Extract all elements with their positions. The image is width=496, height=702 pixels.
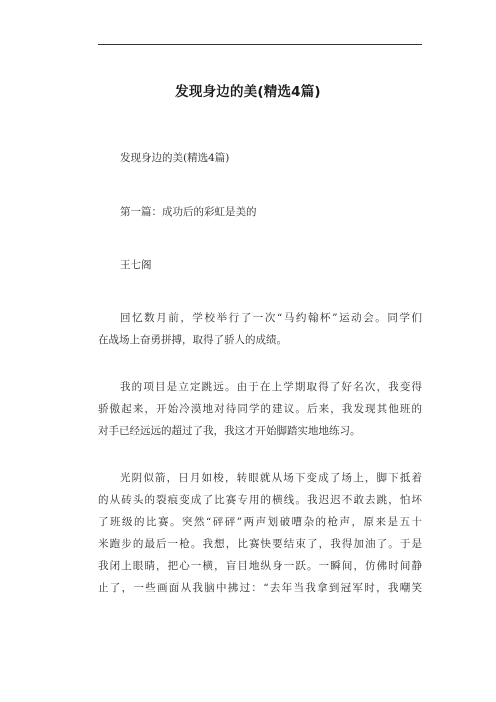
paragraph-1-line-1: 回忆数月前，学校举行了一次“马约翰杯”运动会。同学们: [120, 312, 422, 324]
paragraph-3-line-4: 米跑步的最后一枪。我想，比赛快要结束了，我得加油了。于是: [98, 538, 422, 550]
paragraph-3-line-1: 光阴似箭，日月如梭，转眼就从场下变成了场上，脚下抵着: [120, 472, 422, 484]
header-rule: [98, 44, 422, 45]
paragraph-1-line-2: 在战场上奋勇拼搏，取得了骄人的成绩。: [98, 334, 287, 346]
paragraph-2-line-3: 对手已经远远的超过了我，我这才开始脚踏实地地练习。: [98, 425, 361, 437]
paragraph-3-line-5: 我闭上眼睛，把心一横，盲目地纵身一跃。一瞬间，仿佛时间静: [98, 560, 422, 572]
paragraph-2-line-2: 骄傲起来，开始冷漠地对待同学的建议。后来，我发现其他班的: [98, 403, 422, 415]
paragraph-2-line-1: 我的项目是立定跳远。由于在上学期取得了好名次，我变得: [120, 381, 422, 393]
author-name: 王七阁: [120, 259, 152, 271]
paragraph-3-line-6: 止了，一些画面从我脑中拂过：“去年当我拿到冠军时，我嘲笑: [98, 582, 422, 594]
paragraph-3-line-3: 了班级的比赛。突然“砰砰”两声划破嘈杂的枪声，原来是五十: [98, 516, 422, 528]
paragraph-3-line-2: 的从砖头的裂痕变成了比赛专用的横线。我迟迟不敢去跳，怕坏: [98, 494, 422, 506]
chapter-heading: 第一篇：成功后的彩虹是美的: [120, 206, 257, 218]
document-subtitle: 发现身边的美(精选4篇): [120, 152, 230, 164]
document-title: 发现身边的美(精选4篇): [175, 84, 321, 100]
